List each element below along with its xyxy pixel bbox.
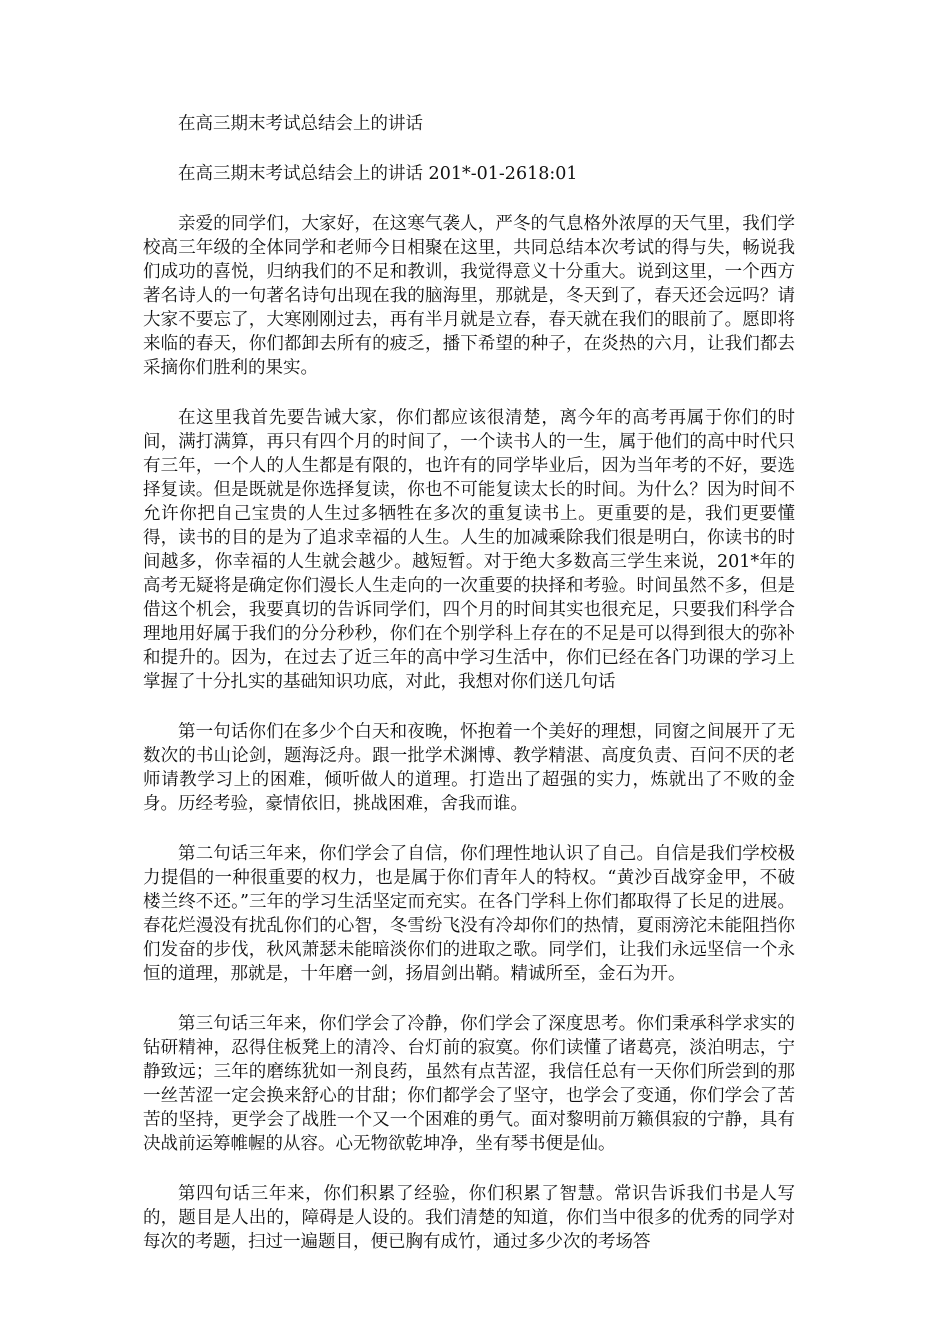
paragraph-fourth-word: 第四句话三年来，你们积累了经验，你们积累了智慧。常识告诉我们书是人写的，题目是人出的，障碍是人设的。我们清楚的知道，你们当中很多的优秀的同学对每次的考题，扫过一遍题目，便已胸有成竹，通过多少次的考场答 <box>143 1184 795 1252</box>
paragraph-third-word: 第三句话三年来，你们学会了冷静，你们学会了深度思考。你们秉承科学求实的钻研精神，忍得住板凳上的清冷、台灯前的寂寞。你们读懂了诸葛亮，淡泊明志，宁静致远；三年的磨练犹如一剂良药，虽然有点苦涩，我信任总有一天你们所尝到的那一丝苦涩一定会换来舒心的甘甜；你们都学会了坚守，也学会了变通，你们学会了苦苦的坚持，更学会了战胜一个又一个困难的勇气。面对黎明前万籁俱寂的宁静，具有决战前运筹帷幄的从容。心无物欲乾坤净，坐有琴书便是仙。 <box>143 1014 795 1154</box>
document-title: 在高三期末考试总结会上的讲话 <box>178 114 423 134</box>
paragraph-greeting: 亲爱的同学们，大家好，在这寒气袭人，严冬的气息格外浓厚的天气里，我们学校高三年级的全体同学和老师今日相聚在这里，共同总结本次考试的得与失，畅说我们成功的喜悦，归纳我们的不足和教训，我觉得意义十分重大。说到这里，一个西方著名诗人的一句著名诗句出现在我的脑海里，那就是，冬天到了，春天还会远吗？请大家不要忘了，大寒刚刚过去，再有半月就是立春，春天就在我们的眼前了。愿即将来临的春天，你们都卸去所有的疲乏，播下希望的种子，在炎热的六月，让我们都去采摘你们胜利的果实。 <box>143 214 795 378</box>
paragraph-second-word: 第二句话三年来，你们学会了自信，你们理性地认识了自己。自信是我们学校极力提倡的一种很重要的权力，也是属于你们青年人的特权。“黄沙百战穿金甲，不破楼兰终不还。”三年的学习生活坚定而充实。在各门学科上你们都取得了长足的进展。春花烂漫没有扰乱你们的心智，冬雪纷飞没有冷却你们的热情，夏雨滂沱未能阻挡你们发奋的步伐，秋风萧瑟未能暗淡你们的进取之歌。同学们，让我们永远坚信一个永恒的道理，那就是，十年磨一剑，扬眉剑出鞘。精诚所至，金石为开。 <box>143 844 795 984</box>
document-subtitle: 在高三期末考试总结会上的讲话 201*-01-2618:01 <box>178 164 578 184</box>
paragraph-first-word: 第一句话你们在多少个白天和夜晚，怀抱着一个美好的理想，同窗之间展开了无数次的书山论剑，题海泛舟。跟一批学术渊博、教学精湛、高度负责、百问不厌的老师请教学习上的困难，倾听做人的道理。打造出了超强的实力，炼就出了不败的金身。历经考验，豪情依旧，挑战困难，舍我而谁。 <box>143 722 795 814</box>
document-page <box>143 112 795 1280</box>
paragraph-warning: 在这里我首先要告诫大家，你们都应该很清楚，离今年的高考再属于你们的时间，满打满算，再只有四个月的时间了，一个读书人的一生，属于他们的高中时代只有三年，一个人的人生都是有限的，也许有的同学毕业后，因为当年考的不好，要选择复读。但是既就是你选择复读，你也不可能复读太长的时间。为什么？因为时间不允许你把自己宝贵的人生过多牺牲在多次的重复读书上。更重要的是，我们更要懂得，读书的目的是为了追求幸福的人生。人生的加减乘除我们很是明白，你读书的时间越多，你幸福的人生就会越少。越短暂。对于绝大多数高三学生来说，201*年的高考无疑将是确定你们漫长人生走向的一次重要的抉择和考验。时间虽然不多，但是借这个机会，我要真切的告诉同学们，四个月的时间其实也很充足，只要我们科学合理地用好属于我们的分分秒秒，你们在个别学科上存在的不足是可以得到很大的弥补和提升的。因为，在过去了近三年的高中学习生活中，你们已经在各门功课的学习上掌握了十分扎实的基础知识功底，对此，我想对你们送几句话 <box>143 408 795 692</box>
